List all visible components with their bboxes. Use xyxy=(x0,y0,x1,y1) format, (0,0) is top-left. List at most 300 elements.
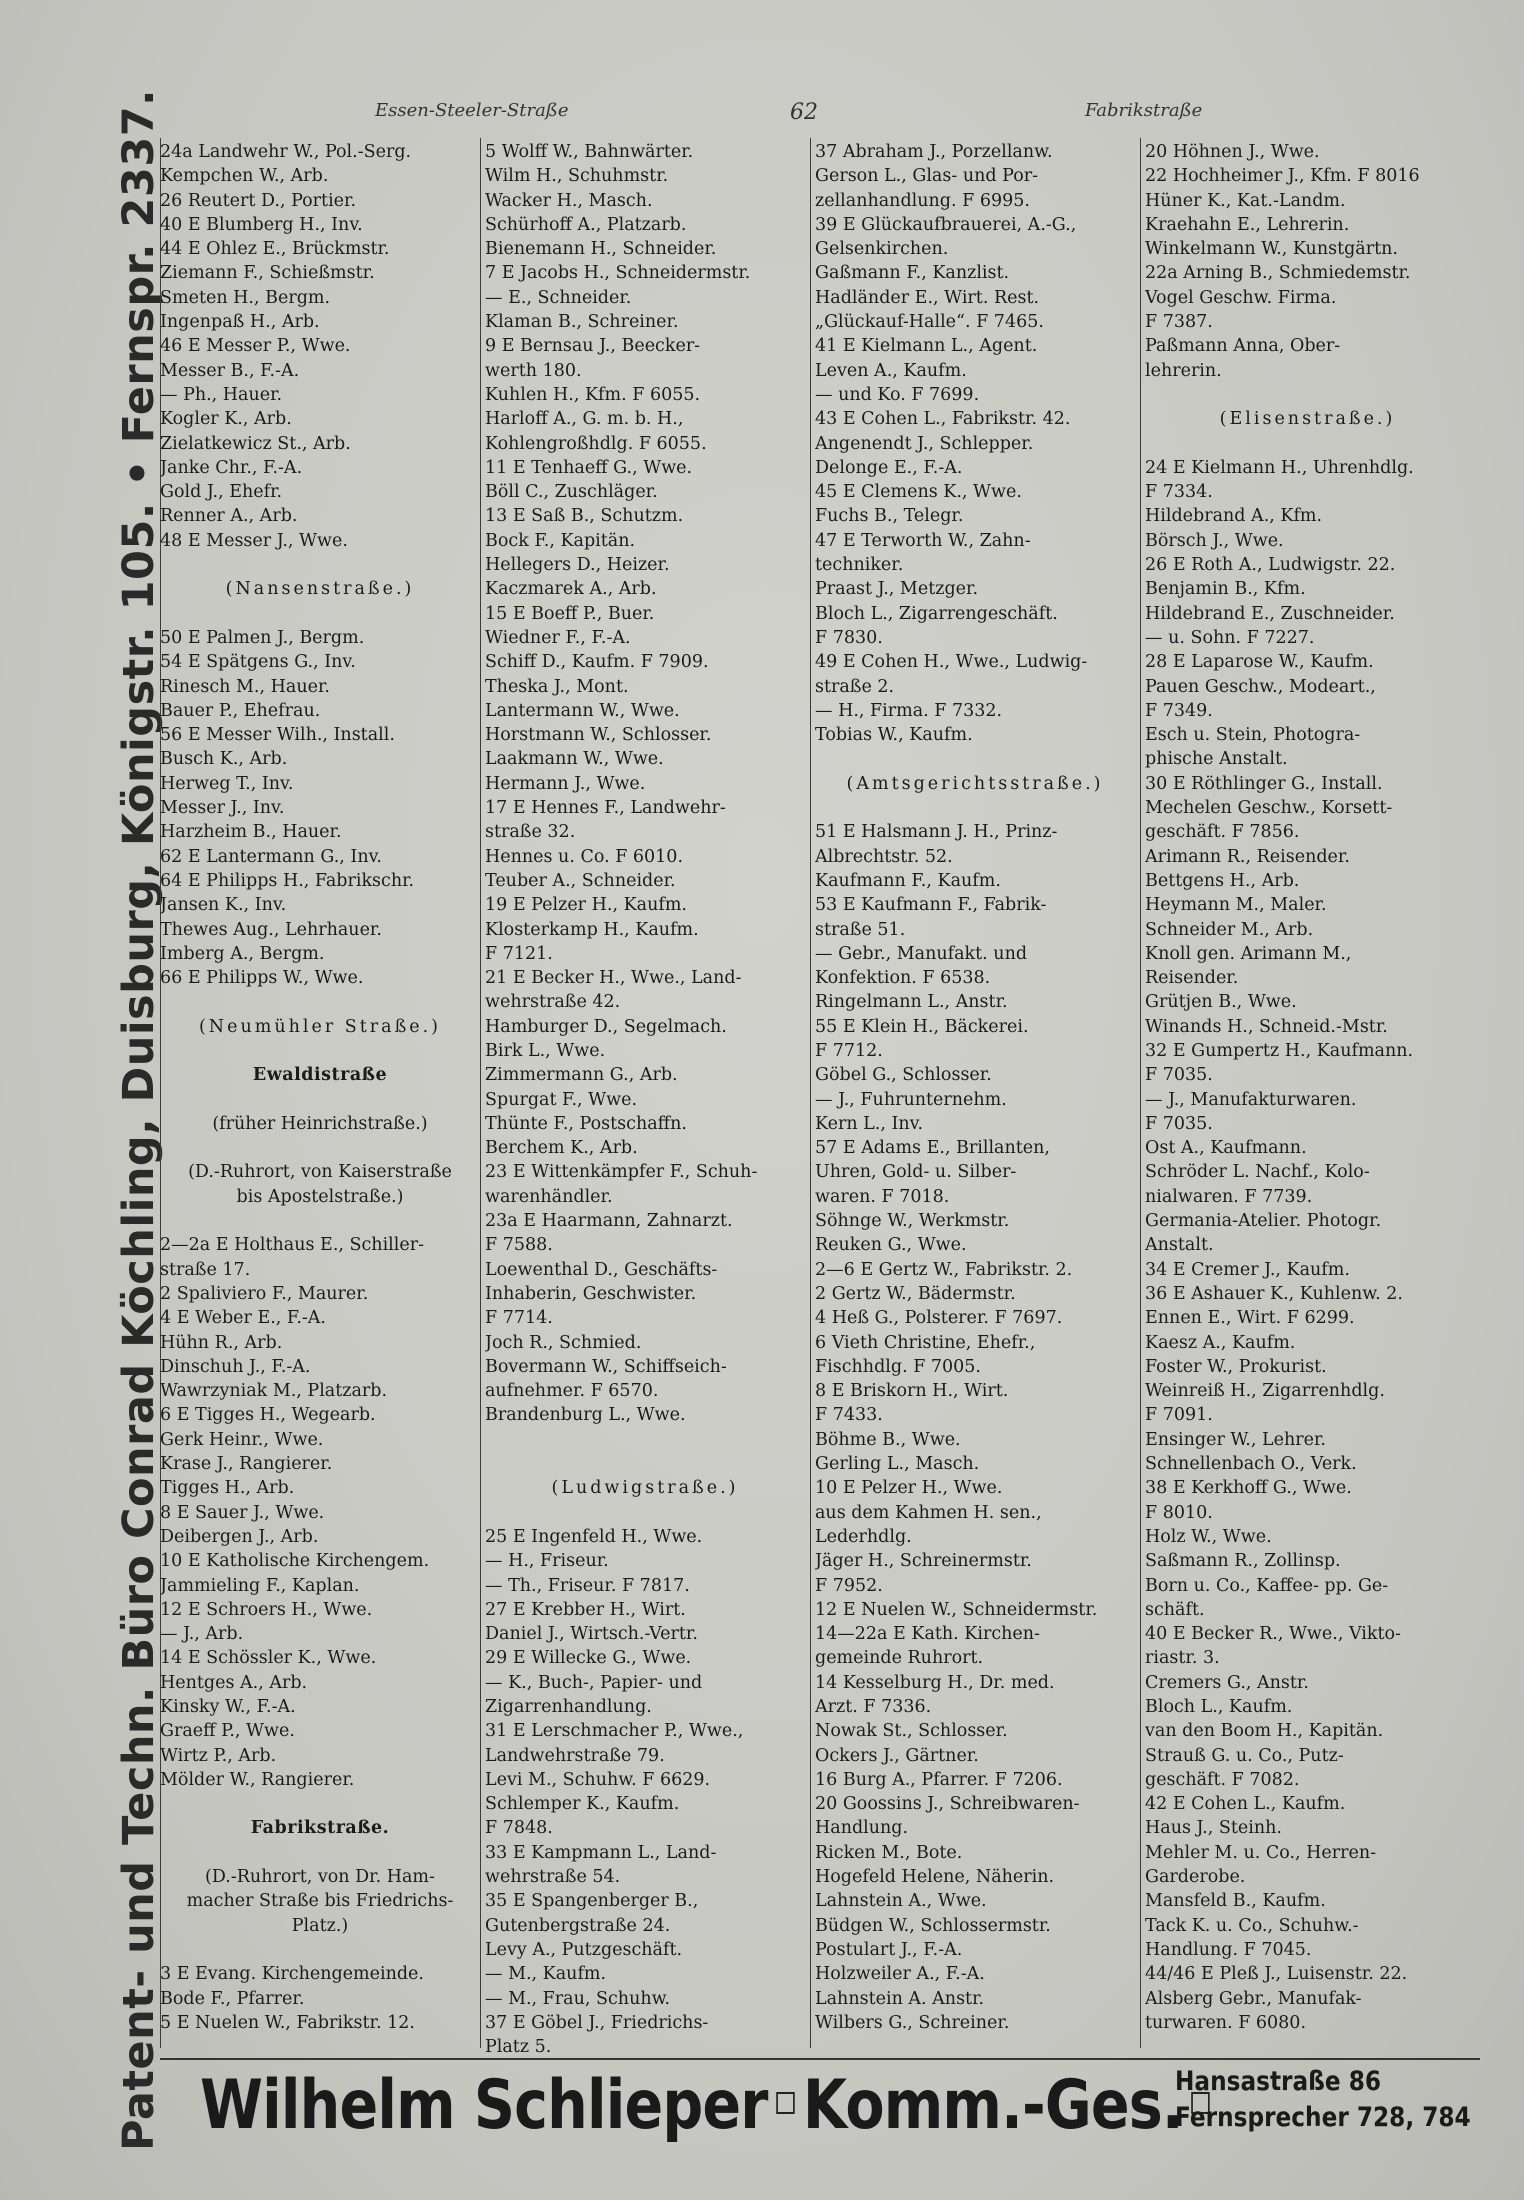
cross-street-marker: (Ludwigstraße.) xyxy=(551,1478,739,1499)
directory-entry: Holzweiler A., F.-A. xyxy=(815,1964,985,1985)
directory-entry: 28 E Laparose W., Kaufm. xyxy=(1145,652,1374,673)
directory-entry: Schröder L. Nachf., Kolo- xyxy=(1145,1162,1370,1183)
ad-contact xyxy=(1175,2064,1480,2136)
street-heading: Fabrikstraße. xyxy=(250,1818,390,1839)
directory-entry: 16 Burg A., Pfarrer. F 7206. xyxy=(815,1769,1063,1790)
directory-entry: 47 E Terworth W., Zahn- xyxy=(815,530,1031,551)
directory-entry: F 7035. xyxy=(1145,1065,1213,1086)
directory-entry: Bloch L., Zigarrengeschäft. xyxy=(815,603,1058,624)
directory-entry: Wilbers G., Schreiner. xyxy=(815,2012,1010,2033)
directory-entry: 41 E Kielmann L., Agent. xyxy=(815,336,1038,357)
directory-entry: Fuchs B., Telegr. xyxy=(815,506,964,527)
directory-entry: Hennes u. Co. F 6010. xyxy=(485,846,684,867)
directory-entry: aus dem Kahmen H. sen., xyxy=(815,1502,1042,1523)
directory-entry: Ricken M., Bote. xyxy=(815,1842,963,1863)
directory-entry: Jammieling F., Kaplan. xyxy=(160,1575,360,1596)
running-header-right: Fabrikstraße xyxy=(1085,100,1203,121)
directory-entry: 21 E Becker H., Wwe., Land- xyxy=(485,968,742,989)
directory-entry: Schiff D., Kaufm. F 7909. xyxy=(485,652,709,673)
directory-entry: 46 E Messer P., Wwe. xyxy=(160,336,351,357)
ad-company-name xyxy=(200,2066,1218,2145)
directory-entry: 14—22a E Kath. Kirchen- xyxy=(815,1624,1040,1645)
directory-entry: Reisender. xyxy=(1145,968,1239,989)
street-note: (D.-Ruhrort, von Dr. Ham- xyxy=(205,1867,435,1888)
directory-entry: Albrechtstr. 52. xyxy=(815,846,953,867)
directory-entry: Tigges H., Arb. xyxy=(160,1478,295,1499)
directory-entry: Mechelen Geschw., Korsett- xyxy=(1145,798,1393,819)
spacer xyxy=(160,1792,480,1816)
directory-entry: wehrstraße 54. xyxy=(485,1867,621,1888)
directory-entry: Klaman B., Schreiner. xyxy=(485,312,679,333)
directory-entry: Wiedner F., F.-A. xyxy=(485,627,631,648)
directory-entry: — J., Arb. xyxy=(160,1624,244,1645)
directory-entry: Böll C., Zuschläger. xyxy=(485,482,658,503)
directory-entry: Pauen Geschw., Modeart., xyxy=(1145,676,1376,697)
directory-entry: 55 E Klein H., Bäckerei. xyxy=(815,1016,1029,1037)
directory-entry: Gerson L., Glas- und Por- xyxy=(815,166,1039,187)
directory-entry: Gerling L., Masch. xyxy=(815,1454,980,1475)
directory-entry: 10 E Katholische Kirchengem. xyxy=(160,1551,430,1572)
directory-entry: Gold J., Ehefr. xyxy=(160,482,283,503)
directory-entry: 2—2a E Holthaus E., Schiller- xyxy=(160,1235,424,1256)
spacer xyxy=(485,1452,805,1476)
directory-entry: 45 E Clemens K., Wwe. xyxy=(815,482,1022,503)
directory-entry: 53 E Kaufmann F., Fabrik- xyxy=(815,895,1047,916)
directory-entry: Reuken G., Wwe. xyxy=(815,1235,967,1256)
directory-entry: Hellegers D., Heizer. xyxy=(485,555,670,576)
directory-entry: Renner A., Arb. xyxy=(160,506,298,527)
directory-entry: Bloch L., Kaufm. xyxy=(1145,1697,1293,1717)
directory-entry: Birk L., Wwe. xyxy=(485,1040,606,1061)
directory-entry: 49 E Cohen H., Wwe., Ludwig- xyxy=(815,652,1088,673)
directory-entry: Brandenburg L., Wwe. xyxy=(485,1405,686,1426)
directory-entry: 3 E Evang. Kirchengemeinde. xyxy=(160,1964,424,1985)
directory-entry: Landwehrstraße 79. xyxy=(485,1745,665,1766)
directory-entry: Kohlengroßhdlg. F 6055. xyxy=(485,433,707,454)
directory-entry: Kaufmann F., Kaufm. xyxy=(815,870,1001,891)
directory-entry: Ringelmann L., Anstr. xyxy=(815,992,1008,1013)
directory-entry: Bock F., Kapitän. xyxy=(485,530,636,551)
directory-entry: 27 E Krebber H., Wirt. xyxy=(485,1599,686,1620)
directory-entry: — E., Schneider. xyxy=(485,287,632,308)
directory-entry: Messer B., F.-A. xyxy=(160,360,300,381)
directory-entry: Kogler K., Arb. xyxy=(160,409,292,430)
directory-entry: Lederhdlg. xyxy=(815,1526,912,1547)
cross-street-marker: (Nansenstraße.) xyxy=(225,579,415,600)
directory-entry: Handlung. F 7045. xyxy=(1145,1939,1312,1960)
directory-entry: 37 E Göbel J., Friedrichs- xyxy=(485,2012,709,2033)
directory-entry: 35 E Spangenberger B., xyxy=(485,1891,699,1912)
directory-entry: Bovermann W., Schiffseich- xyxy=(485,1356,727,1377)
running-header-left: Essen-Steeler-Straße xyxy=(375,100,569,121)
directory-entry: Harloff A., G. m. b. H., xyxy=(485,409,684,430)
directory-entry: 51 E Halsmann J. H., Prinz- xyxy=(815,822,1058,843)
column-rule xyxy=(480,138,481,2048)
directory-entry: Söhnge W., Werkmstr. xyxy=(815,1211,1010,1232)
directory-entry: — und Ko. F 7699. xyxy=(815,384,980,405)
directory-entry: 23 E Wittenkämpfer F., Schuh- xyxy=(485,1162,758,1183)
directory-entry: 54 E Spätgens G., Inv. xyxy=(160,652,356,673)
directory-entry: straße 2. xyxy=(815,676,895,697)
directory-entry: Ensinger W., Lehrer. xyxy=(1145,1429,1326,1450)
directory-entry: F 7848. xyxy=(485,1818,553,1839)
directory-entry: aufnehmer. F 6570. xyxy=(485,1381,659,1402)
directory-entry: — M., Kaufm. xyxy=(485,1964,607,1985)
directory-entry: Zimmermann G., Arb. xyxy=(485,1065,678,1086)
directory-entry: Theska J., Mont. xyxy=(485,676,629,697)
directory-entry: Teuber A., Schneider. xyxy=(485,870,676,891)
directory-entry: 44 E Ohlez E., Brückmstr. xyxy=(160,239,390,260)
directory-entry: Hadländer E., Wirt. Rest. xyxy=(815,287,1040,308)
directory-entry: Konfektion. F 6538. xyxy=(815,968,991,989)
directory-entry: Zigarrenhandlung. xyxy=(485,1697,652,1717)
directory-entry: Kuhlen H., Kfm. F 6055. xyxy=(485,384,701,405)
street-heading: Ewaldistraße xyxy=(252,1065,388,1086)
directory-entry: 33 E Kampmann L., Land- xyxy=(485,1842,717,1863)
directory-entry: 64 E Philipps H., Fabrikschr. xyxy=(160,870,415,891)
directory-entry: Joch R., Schmied. xyxy=(485,1332,642,1353)
directory-entry: Knoll gen. Arimann M., xyxy=(1145,943,1352,964)
directory-entry: Haus J., Steinh. xyxy=(1145,1818,1282,1839)
directory-entry: — K., Buch-, Papier- und xyxy=(485,1672,703,1693)
directory-entry: 4 Heß G., Polsterer. F 7697. xyxy=(815,1308,1063,1329)
directory-entry: 31 E Lerschmacher P., Wwe., xyxy=(485,1721,744,1742)
directory-entry: waren. F 7018. xyxy=(815,1186,950,1207)
directory-entry: 12 E Schroers H., Wwe. xyxy=(160,1599,373,1620)
directory-entry: F 7349. xyxy=(1145,700,1213,721)
directory-entry: Graeff P., Wwe. xyxy=(160,1721,295,1742)
spacer xyxy=(160,553,480,577)
directory-entry: 7 E Jacobs H., Schneidermstr. xyxy=(485,263,751,284)
directory-column-2 xyxy=(485,140,805,2059)
directory-entry: Berchem K., Arb. xyxy=(485,1138,638,1159)
directory-entry: 57 E Adams E., Brillanten, xyxy=(815,1138,1050,1159)
square-ornament-icon xyxy=(776,2092,794,2114)
directory-entry: Imberg A., Bergm. xyxy=(160,943,325,964)
spacer xyxy=(815,796,1135,820)
directory-entry: gemeinde Ruhrort. xyxy=(815,1648,984,1669)
directory-entry: 5 E Nuelen W., Fabrikstr. 12. xyxy=(160,2012,415,2033)
cross-street-marker: (Elisenstraße.) xyxy=(1219,409,1396,430)
directory-entry: Jäger H., Schreinermstr. xyxy=(815,1551,1032,1572)
directory-entry: straße 51. xyxy=(815,919,906,940)
directory-entry: Nowak St., Schlosser. xyxy=(815,1721,1008,1742)
directory-entry: 39 E Glückaufbrauerei, A.-G., xyxy=(815,214,1077,235)
directory-entry: Postulart J., F.-A. xyxy=(815,1939,963,1960)
directory-entry: 30 E Röthlinger G., Install. xyxy=(1145,773,1383,794)
directory-entry: schäft. xyxy=(1145,1599,1205,1620)
directory-entry: „Glückauf-Halle“. F 7465. xyxy=(815,312,1044,333)
directory-entry: F 7334. xyxy=(1145,482,1213,503)
directory-entry: Kempchen W., Arb. xyxy=(160,166,329,187)
directory-entry: — Gebr., Manufakt. und xyxy=(815,943,1028,964)
directory-entry: Börsch J., Wwe. xyxy=(1145,530,1284,551)
directory-entry: Ennen E., Wirt. F 6299. xyxy=(1145,1308,1355,1329)
directory-entry: Vogel Geschw. Firma. xyxy=(1145,287,1337,308)
directory-entry: Delonge E., F.-A. xyxy=(815,457,963,478)
directory-entry: Wacker H., Masch. xyxy=(485,190,653,211)
directory-entry: Born u. Co., Kaffee- pp. Ge- xyxy=(1145,1575,1389,1596)
street-note: (D.-Ruhrort, von Kaiserstraße xyxy=(188,1162,452,1183)
directory-entry: Angenendt J., Schlepper. xyxy=(815,433,1034,454)
directory-entry: 23a E Haarmann, Zahnarzt. xyxy=(485,1211,733,1232)
directory-entry: 24 E Kielmann H., Uhrenhdlg. xyxy=(1145,457,1414,478)
ad-address: Hansastraße 86 xyxy=(1175,2066,1382,2097)
directory-entry: 48 E Messer J., Wwe. xyxy=(160,530,348,551)
directory-entry: — H., Friseur. xyxy=(485,1551,609,1572)
directory-entry: Kaczmarek A., Arb. xyxy=(485,579,657,600)
directory-entry: Harzheim B., Hauer. xyxy=(160,822,342,843)
directory-entry: 5 Wolff W., Bahnwärter. xyxy=(485,142,694,162)
directory-entry: 37 Abraham J., Porzellanw. xyxy=(815,142,1053,162)
directory-entry: Lahnstein A. Anstr. xyxy=(815,1988,985,2009)
directory-entry: van den Boom H., Kapitän. xyxy=(1145,1721,1384,1742)
directory-entry: Bettgens H., Arb. xyxy=(1145,870,1300,891)
directory-entry: zellanhandlung. F 6995. xyxy=(815,190,1030,211)
directory-entry: 66 E Philipps W., Wwe. xyxy=(160,968,364,989)
directory-entry: 40 E Becker R., Wwe., Vikto- xyxy=(1145,1624,1401,1645)
directory-entry: Hamburger D., Segelmach. xyxy=(485,1016,727,1037)
directory-entry: F 7588. xyxy=(485,1235,553,1256)
directory-entry: Tobias W., Kaufm. xyxy=(815,725,973,746)
directory-entry: Thewes Aug., Lehrhauer. xyxy=(160,919,382,940)
spacer xyxy=(160,1039,480,1063)
directory-entry: — J., Fuhrunternehm. xyxy=(815,1089,1007,1110)
directory-entry: Hüner K., Kat.-Landm. xyxy=(1145,190,1346,211)
directory-entry: Winkelmann W., Kunstgärtn. xyxy=(1145,239,1398,260)
directory-entry: — u. Sohn. F 7227. xyxy=(1145,627,1315,648)
directory-entry: werth 180. xyxy=(485,360,582,381)
directory-entry: Strauß G. u. Co., Putz- xyxy=(1145,1745,1344,1766)
directory-entry: lehrerin. xyxy=(1145,360,1222,381)
directory-entry: Dinschuh J., F.-A. xyxy=(160,1356,311,1377)
directory-entry: 24a Landwehr W., Pol.-Serg. xyxy=(160,142,412,162)
directory-entry: Paßmann Anna, Ober- xyxy=(1145,336,1341,357)
directory-entry: F 7952. xyxy=(815,1575,883,1596)
directory-entry: F 8010. xyxy=(1145,1502,1213,1523)
directory-entry: 11 E Tenhaeff G., Wwe. xyxy=(485,457,693,478)
directory-entry: 25 E Ingenfeld H., Wwe. xyxy=(485,1526,703,1547)
directory-entry: straße 32. xyxy=(485,822,576,843)
directory-entry: Bauer P., Ehefrau. xyxy=(160,700,321,721)
directory-entry: Wirtz P., Arb. xyxy=(160,1745,277,1766)
directory-entry: techniker. xyxy=(815,555,904,576)
directory-entry: Uhren, Gold- u. Silber- xyxy=(815,1162,1017,1183)
directory-entry: Ost A., Kaufmann. xyxy=(1145,1138,1307,1159)
directory-entry: Hermann J., Wwe. xyxy=(485,773,646,794)
directory-entry: Mansfeld B., Kaufm. xyxy=(1145,1891,1326,1912)
directory-entry: Holz W., Wwe. xyxy=(1145,1526,1272,1547)
directory-entry: 42 E Cohen L., Kaufm. xyxy=(1145,1794,1346,1815)
directory-entry: geschäft. F 7856. xyxy=(1145,822,1300,843)
directory-entry: Lahnstein A., Wwe. xyxy=(815,1891,987,1912)
directory-entry: 6 E Tigges H., Wegearb. xyxy=(160,1405,376,1426)
ad-phone: Fernsprecher 728, 784 xyxy=(1175,2102,1471,2133)
directory-entry: 8 E Sauer J., Wwe. xyxy=(160,1502,325,1523)
directory-entry: Wilm H., Schuhmstr. xyxy=(485,166,669,187)
directory-entry: Jansen K., Inv. xyxy=(160,895,287,916)
directory-entry: F 7035. xyxy=(1145,1113,1213,1134)
directory-entry: Smeten H., Bergm. xyxy=(160,287,331,308)
directory-entry: Kraehahn E., Lehrerin. xyxy=(1145,214,1350,235)
directory-entry: F 7714. xyxy=(485,1308,553,1329)
directory-entry: Büdgen W., Schlossermstr. xyxy=(815,1915,1051,1936)
directory-entry: Inhaberin, Geschwister. xyxy=(485,1283,697,1304)
directory-entry: F 7433. xyxy=(815,1405,883,1426)
directory-entry: 9 E Bernsau J., Beecker- xyxy=(485,336,701,357)
cross-street-marker: (Amtsgerichtsstraße.) xyxy=(846,773,1104,794)
directory-entry: 26 Reutert D., Portier. xyxy=(160,190,357,211)
directory-entry: Arzt. F 7336. xyxy=(815,1697,932,1717)
spacer xyxy=(815,747,1135,771)
directory-entry: Messer J., Inv. xyxy=(160,798,285,819)
directory-entry: Winands H., Schneid.-Mstr. xyxy=(1145,1016,1388,1037)
directory-entry: Arimann R., Reisender. xyxy=(1145,846,1350,867)
page-number: 62 xyxy=(790,100,818,125)
directory-entry: F 7830. xyxy=(815,627,883,648)
directory-entry: Zielatkewicz St., Arb. xyxy=(160,433,351,454)
spacer xyxy=(160,1841,480,1865)
directory-entry: Cremers G., Anstr. xyxy=(1145,1672,1309,1693)
directory-entry: 8 E Briskorn H., Wirt. xyxy=(815,1381,1009,1402)
directory-entry: phische Anstalt. xyxy=(1145,749,1288,770)
directory-entry: Klosterkamp H., Kaufm. xyxy=(485,919,699,940)
directory-entry: 2 Gertz W., Bädermstr. xyxy=(815,1283,1016,1304)
directory-entry: Böhme B., Wwe. xyxy=(815,1429,961,1450)
spacer xyxy=(485,1428,805,1452)
directory-entry: Esch u. Stein, Photogra- xyxy=(1145,725,1361,746)
directory-entry: 15 E Boeff P., Buer. xyxy=(485,603,655,624)
bottom-advertisement xyxy=(160,2058,1480,2145)
directory-entry: 29 E Willecke G., Wwe. xyxy=(485,1648,692,1669)
street-note: bis Apostelstraße.) xyxy=(236,1186,404,1207)
directory-entry: Hogefeld Helene, Näherin. xyxy=(815,1867,1055,1888)
street-note: macher Straße bis Friedrichs- xyxy=(186,1891,454,1912)
directory-entry: Loewenthal D., Geschäfts- xyxy=(485,1259,718,1280)
directory-entry: 26 E Roth A., Ludwigstr. 22. xyxy=(1145,555,1396,576)
directory-entry: nialwaren. F 7739. xyxy=(1145,1186,1313,1207)
directory-entry: 14 E Schössler K., Wwe. xyxy=(160,1648,377,1669)
column-rule xyxy=(810,138,811,2048)
directory-entry: Hentges A., Arb. xyxy=(160,1672,308,1693)
directory-entry: Praast J., Metzger. xyxy=(815,579,979,600)
directory-entry: Thünte F., Postschaffn. xyxy=(485,1113,687,1134)
spacer xyxy=(1145,383,1470,407)
directory-entry: Garderobe. xyxy=(1145,1867,1246,1888)
directory-entry: 50 E Palmen J., Bergm. xyxy=(160,627,365,648)
directory-entry: turwaren. F 6080. xyxy=(1145,2012,1307,2033)
directory-entry: Krase J., Rangierer. xyxy=(160,1454,333,1475)
directory-entry: Hildebrand E., Zuschneider. xyxy=(1145,603,1395,624)
directory-entry: Hildebrand A., Kfm. xyxy=(1145,506,1323,527)
directory-entry: 12 E Nuelen W., Schneidermstr. xyxy=(815,1599,1098,1620)
directory-entry: Göbel G., Schlosser. xyxy=(815,1065,992,1086)
directory-entry: — M., Frau, Schuhw. xyxy=(485,1988,671,2009)
directory-entry: Platz 5. xyxy=(485,2037,552,2058)
directory-entry: Gelsenkirchen. xyxy=(815,239,949,260)
directory-entry: Levi M., Schuhw. F 6629. xyxy=(485,1769,711,1790)
directory-entry: Schneider M., Arb. xyxy=(1145,919,1314,940)
directory-entry: Horstmann W., Schlosser. xyxy=(485,725,712,746)
directory-entry: geschäft. F 7082. xyxy=(1145,1769,1300,1790)
sidebar-ad-text: Patent- und Techn. Büro Conrad Köchling, Duisburg, Königstr. 105. • Fernspr. 2337. xyxy=(114,88,164,2152)
directory-entry: Schlemper K., Kaufm. xyxy=(485,1794,680,1815)
directory-entry: Gutenbergstraße 24. xyxy=(485,1915,671,1936)
directory-entry: Herweg T., Inv. xyxy=(160,773,294,794)
directory-entry: Bienemann H., Schneider. xyxy=(485,239,717,260)
directory-entry: Anstalt. xyxy=(1145,1235,1214,1256)
directory-entry: Laakmann W., Wwe. xyxy=(485,749,664,770)
directory-entry: — Th., Friseur. F 7817. xyxy=(485,1575,690,1596)
directory-entry: 17 E Hennes F., Landwehr- xyxy=(485,798,726,819)
directory-entry: — J., Manufakturwaren. xyxy=(1145,1089,1357,1110)
directory-entry: wehrstraße 42. xyxy=(485,992,621,1013)
directory-entry: — H., Firma. F 7332. xyxy=(815,700,1003,721)
spacer xyxy=(160,1136,480,1160)
directory-entry: Mölder W., Rangierer. xyxy=(160,1769,355,1790)
spacer xyxy=(1145,432,1470,456)
directory-entry: 56 E Messer Wilh., Install. xyxy=(160,725,395,746)
directory-entry: warenhändler. xyxy=(485,1186,613,1207)
directory-entry: Gerk Heinr., Wwe. xyxy=(160,1429,324,1450)
spacer xyxy=(160,990,480,1014)
directory-entry: 22a Arning B., Schmiedemstr. xyxy=(1145,263,1411,284)
spacer xyxy=(160,1209,480,1233)
ad-company-name-left: Wilhelm Schlieper xyxy=(200,2066,768,2145)
directory-entry: Benjamin B., Kfm. xyxy=(1145,579,1306,600)
directory-entry: Schnellenbach O., Verk. xyxy=(1145,1454,1357,1475)
directory-entry: 38 E Kerkhoff G., Wwe. xyxy=(1145,1478,1352,1499)
directory-entry: Grütjen B., Wwe. xyxy=(1145,992,1297,1013)
directory-entry: Rinesch M., Hauer. xyxy=(160,676,330,697)
directory-entry: 2 Spaliviero F., Maurer. xyxy=(160,1283,369,1304)
directory-entry: Ingenpaß H., Arb. xyxy=(160,312,320,333)
directory-entry: Wawrzyniak M., Platzarb. xyxy=(160,1381,388,1402)
directory-entry: Ziemann F., Schießmstr. xyxy=(160,263,375,284)
directory-entry: F 7091. xyxy=(1145,1405,1213,1426)
directory-entry: Weinreiß H., Zigarrenhdlg. xyxy=(1145,1381,1385,1402)
directory-entry: Foster W., Prokurist. xyxy=(1145,1356,1327,1377)
street-note: (früher Heinrichstraße.) xyxy=(212,1113,428,1134)
directory-entry: F 7121. xyxy=(485,943,553,964)
directory-entry: 6 Vieth Christine, Ehefr., xyxy=(815,1332,1036,1353)
directory-entry: 20 Höhnen J., Wwe. xyxy=(1145,142,1320,162)
directory-entry: Busch K., Arb. xyxy=(160,749,288,770)
directory-entry: 43 E Cohen L., Fabrikstr. 42. xyxy=(815,409,1071,430)
directory-entry: Ockers J., Gärtner. xyxy=(815,1745,979,1766)
directory-entry: Leven A., Kaufm. xyxy=(815,360,967,381)
directory-entry: Bode F., Pfarrer. xyxy=(160,1988,305,2009)
directory-entry: Alsberg Gebr., Manufak- xyxy=(1145,1988,1362,2009)
column-rule xyxy=(1140,138,1141,2048)
directory-entry: Heymann M., Maler. xyxy=(1145,895,1327,916)
directory-entry: 14 Kesselburg H., Dr. med. xyxy=(815,1672,1055,1693)
directory-entry: 10 E Pelzer H., Wwe. xyxy=(815,1478,1003,1499)
directory-entry: Mehler M. u. Co., Herren- xyxy=(1145,1842,1377,1863)
directory-entry: 32 E Gumpertz H., Kaufmann. xyxy=(1145,1040,1414,1061)
directory-entry: 34 E Cremer J., Kaufm. xyxy=(1145,1259,1350,1280)
directory-entry: straße 17. xyxy=(160,1259,251,1280)
spacer xyxy=(485,1501,805,1525)
directory-entry: Fischhdlg. F 7005. xyxy=(815,1356,981,1377)
directory-entry: Kinsky W., F.-A. xyxy=(160,1697,296,1717)
directory-entry: Lantermann W., Wwe. xyxy=(485,700,680,721)
directory-entry: Hühn R., Arb. xyxy=(160,1332,283,1353)
directory-entry: Kern L., Inv. xyxy=(815,1113,924,1134)
directory-entry: 62 E Lantermann G., Inv. xyxy=(160,846,382,867)
directory-column-3 xyxy=(815,140,1135,2035)
spacer xyxy=(160,1088,480,1112)
